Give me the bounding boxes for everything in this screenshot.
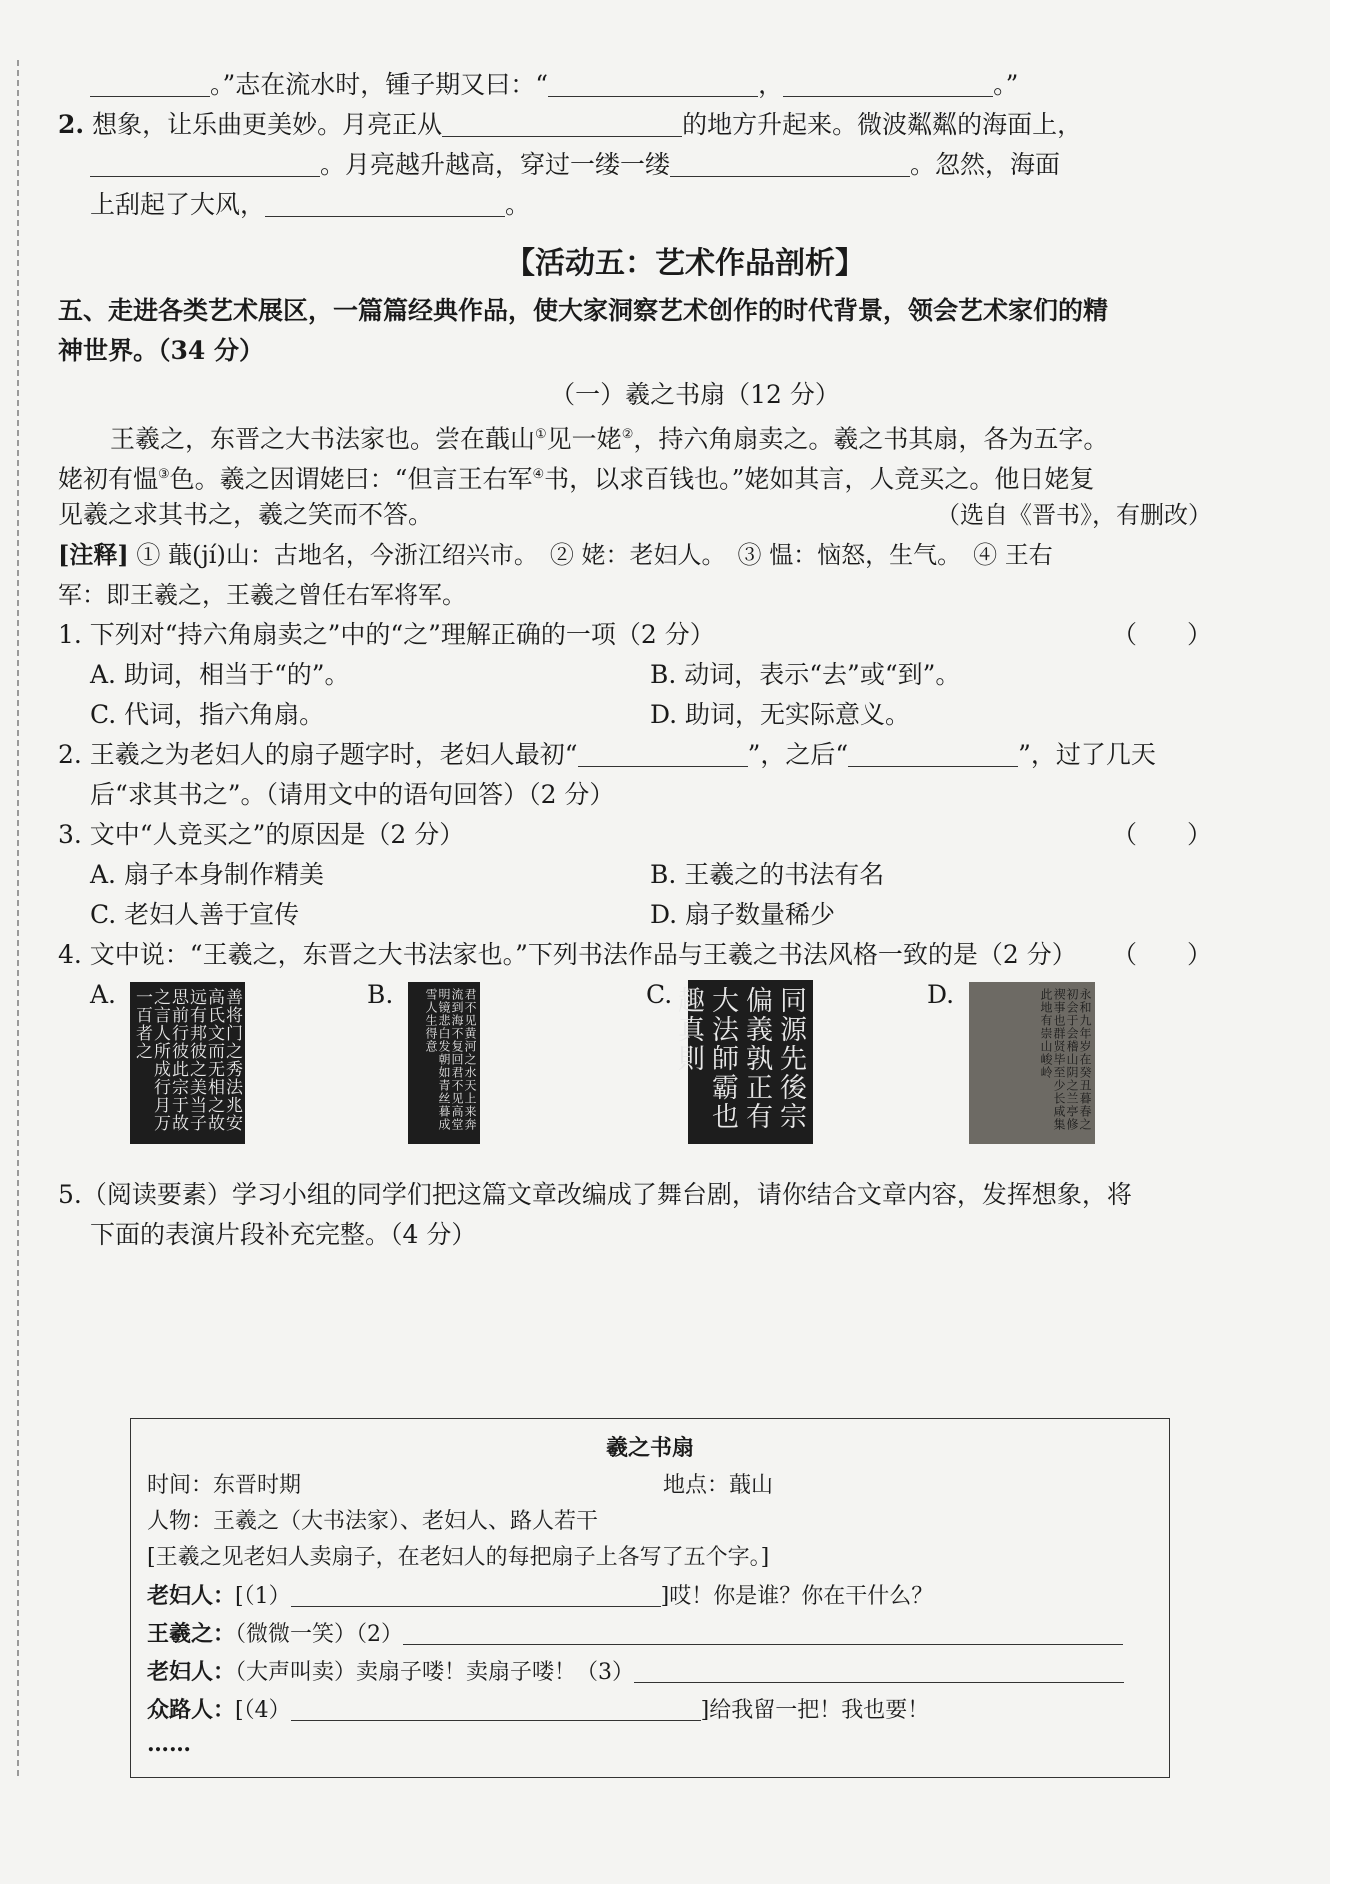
script-line-4: 众路人：[（4） ]给我留一把！我也要！: [147, 1697, 930, 1723]
question-4: 4. 文中说：“王羲之，东晋之大书法家也。”下列书法作品与王羲之书法风格一致的是（2 分）: [58, 940, 1077, 969]
option-c[interactable]: C. 代词，指六角扇。: [90, 700, 325, 729]
notes-line-2: 军：即王羲之，王羲之曾任右军将军。: [58, 581, 466, 609]
answer-blank[interactable]: [90, 70, 210, 97]
calligraphy-image-b[interactable]: 君不见黄河之水天上来奔流到海不复回君不见高堂明镜悲白发朝如青丝暮成雪人生得意: [408, 982, 480, 1144]
option-b[interactable]: B. 动词，表示“去”或“到”。: [650, 660, 961, 689]
passage-line-3: 见羲之求其书之，羲之笑而不答。: [58, 500, 434, 529]
script-box: [130, 1418, 1170, 1778]
question-2: 2. 王羲之为老妇人的扇子题字时，老妇人最初“ ”，之后“ ”，过了几天: [58, 740, 1156, 769]
answer-blank[interactable]: [291, 1584, 661, 1607]
continuation-line: 。”志在流水时，锺子期又曰：“ ， 。”: [90, 68, 1212, 102]
passage-source: （选自《晋书》，有删改）: [936, 501, 1212, 529]
section-intro-2: 神世界。（34 分）: [58, 336, 264, 365]
answer-paren[interactable]: （ ）: [1111, 820, 1212, 849]
answer-blank[interactable]: [90, 150, 320, 177]
script-time: 时间：东晋时期: [147, 1473, 302, 1498]
answer-paren[interactable]: （ ）: [1111, 940, 1212, 969]
image-option-d-label[interactable]: D.: [927, 980, 955, 1009]
answer-blank[interactable]: [578, 740, 748, 767]
answer-blank[interactable]: [670, 150, 910, 177]
option-b[interactable]: B. 王羲之的书法有名: [650, 860, 885, 889]
question-2-line-3: 上刮起了大风， 。: [90, 190, 531, 219]
passage-line-1: 王羲之，东晋之大书法家也。尝在蕺山①见一姥②，持六角扇卖之。羲之书其扇，各为五字。: [110, 424, 1109, 454]
answer-blank[interactable]: [403, 1622, 1123, 1645]
script-place: 地点：蕺山: [663, 1473, 774, 1498]
script-characters: 人物：王羲之（大书法家）、老妇人、路人若干: [147, 1509, 599, 1534]
question-2-cont: 后“求其书之”。（请用文中的语句回答）（2 分）: [90, 780, 615, 809]
question-2-line-1: 2. 想象，让乐曲更美妙。月亮正从 的地方升起来。微波粼粼的海面上，: [58, 110, 1083, 139]
calligraphy-image-d[interactable]: 永和九年岁在癸丑暮春之初会于会稽山阴之兰亭修禊事也群贤毕至少长咸集此地有崇山峻岭: [969, 982, 1095, 1144]
script-line-3: 老妇人：（大声叫卖）卖扇子喽！卖扇子喽！（3）: [147, 1657, 1124, 1688]
passage-line-2: 姥初有愠③色。羲之因谓姥曰：“但言王右军④书，以求百钱也。”姥如其言，人竞买之。他日姥复: [58, 464, 1095, 494]
image-option-a-label[interactable]: A.: [90, 980, 117, 1009]
answer-blank[interactable]: [848, 740, 1018, 767]
script-line-2: 王羲之：（微微一笑）（2）: [147, 1619, 1123, 1650]
question-5-line-2: 下面的表演片段补充完整。（4 分）: [90, 1220, 477, 1249]
script-stage-note: [王羲之见老妇人卖扇子，在老妇人的每把扇子上各写了五个字。]: [147, 1545, 770, 1570]
option-a[interactable]: A. 助词，相当于“的”。: [90, 660, 350, 689]
script-line-1: 老妇人：[（1） ]哎！你是谁？你在干什么？: [147, 1583, 934, 1609]
calligraphy-image-c[interactable]: 同源先後宗偏義孰正有大法師霸也趣真則: [688, 980, 813, 1144]
answer-blank[interactable]: [783, 70, 993, 97]
option-d[interactable]: D. 扇子数量稀少: [650, 900, 836, 929]
option-c[interactable]: C. 老妇人善于宣传: [90, 900, 300, 929]
question-5-line-1: 5.（阅读要素）学习小组的同学们把这篇文章改编成了舞台剧，请你结合文章内容，发挥想象，将: [58, 1180, 1132, 1209]
script-title: 羲之书扇: [605, 1435, 694, 1461]
subsection-title: （一）羲之书扇（12 分）: [550, 380, 840, 409]
answer-blank[interactable]: [265, 190, 505, 217]
answer-blank[interactable]: [548, 70, 758, 97]
question-1: 1. 下列对“持六角扇卖之”中的“之”理解正确的一项（2 分）: [58, 620, 715, 649]
notes-line-1: [注释] ① 蕺(jí)山：古地名，今浙江绍兴市。 ② 姥：老妇人。 ③ 愠：恼怒，生气。 ④ 王右: [58, 540, 1053, 569]
answer-blank[interactable]: [442, 110, 682, 137]
answer-blank[interactable]: [291, 1698, 701, 1721]
binding-margin-line: [17, 60, 19, 1780]
calligraphy-image-a[interactable]: 善将门之秀法兆安高氏文而无相之故远有邦彼之美当子思前行彼此宗于故之言人所成行月万一百者之: [130, 982, 245, 1144]
image-option-b-label[interactable]: B.: [367, 980, 394, 1009]
question-2-line-2: 。月亮越升越高，穿过一缕一缕 。忽然，海面: [90, 148, 1212, 182]
section-intro-1: 五、走进各类艺术展区，一篇篇经典作品，使大家洞察艺术创作的时代背景，领会艺术家们的精: [58, 296, 1109, 325]
option-a[interactable]: A. 扇子本身制作精美: [90, 860, 324, 889]
script-ellipsis: ……: [147, 1731, 191, 1757]
option-d[interactable]: D. 助词，无实际意义。: [650, 700, 911, 729]
activity-title: 【活动五：艺术作品剖析】: [505, 246, 865, 281]
answer-blank[interactable]: [634, 1660, 1124, 1683]
image-option-c-label[interactable]: C.: [646, 980, 673, 1009]
question-3: 3. 文中“人竞买之”的原因是（2 分）: [58, 820, 465, 849]
answer-paren[interactable]: （ ）: [1111, 620, 1212, 649]
